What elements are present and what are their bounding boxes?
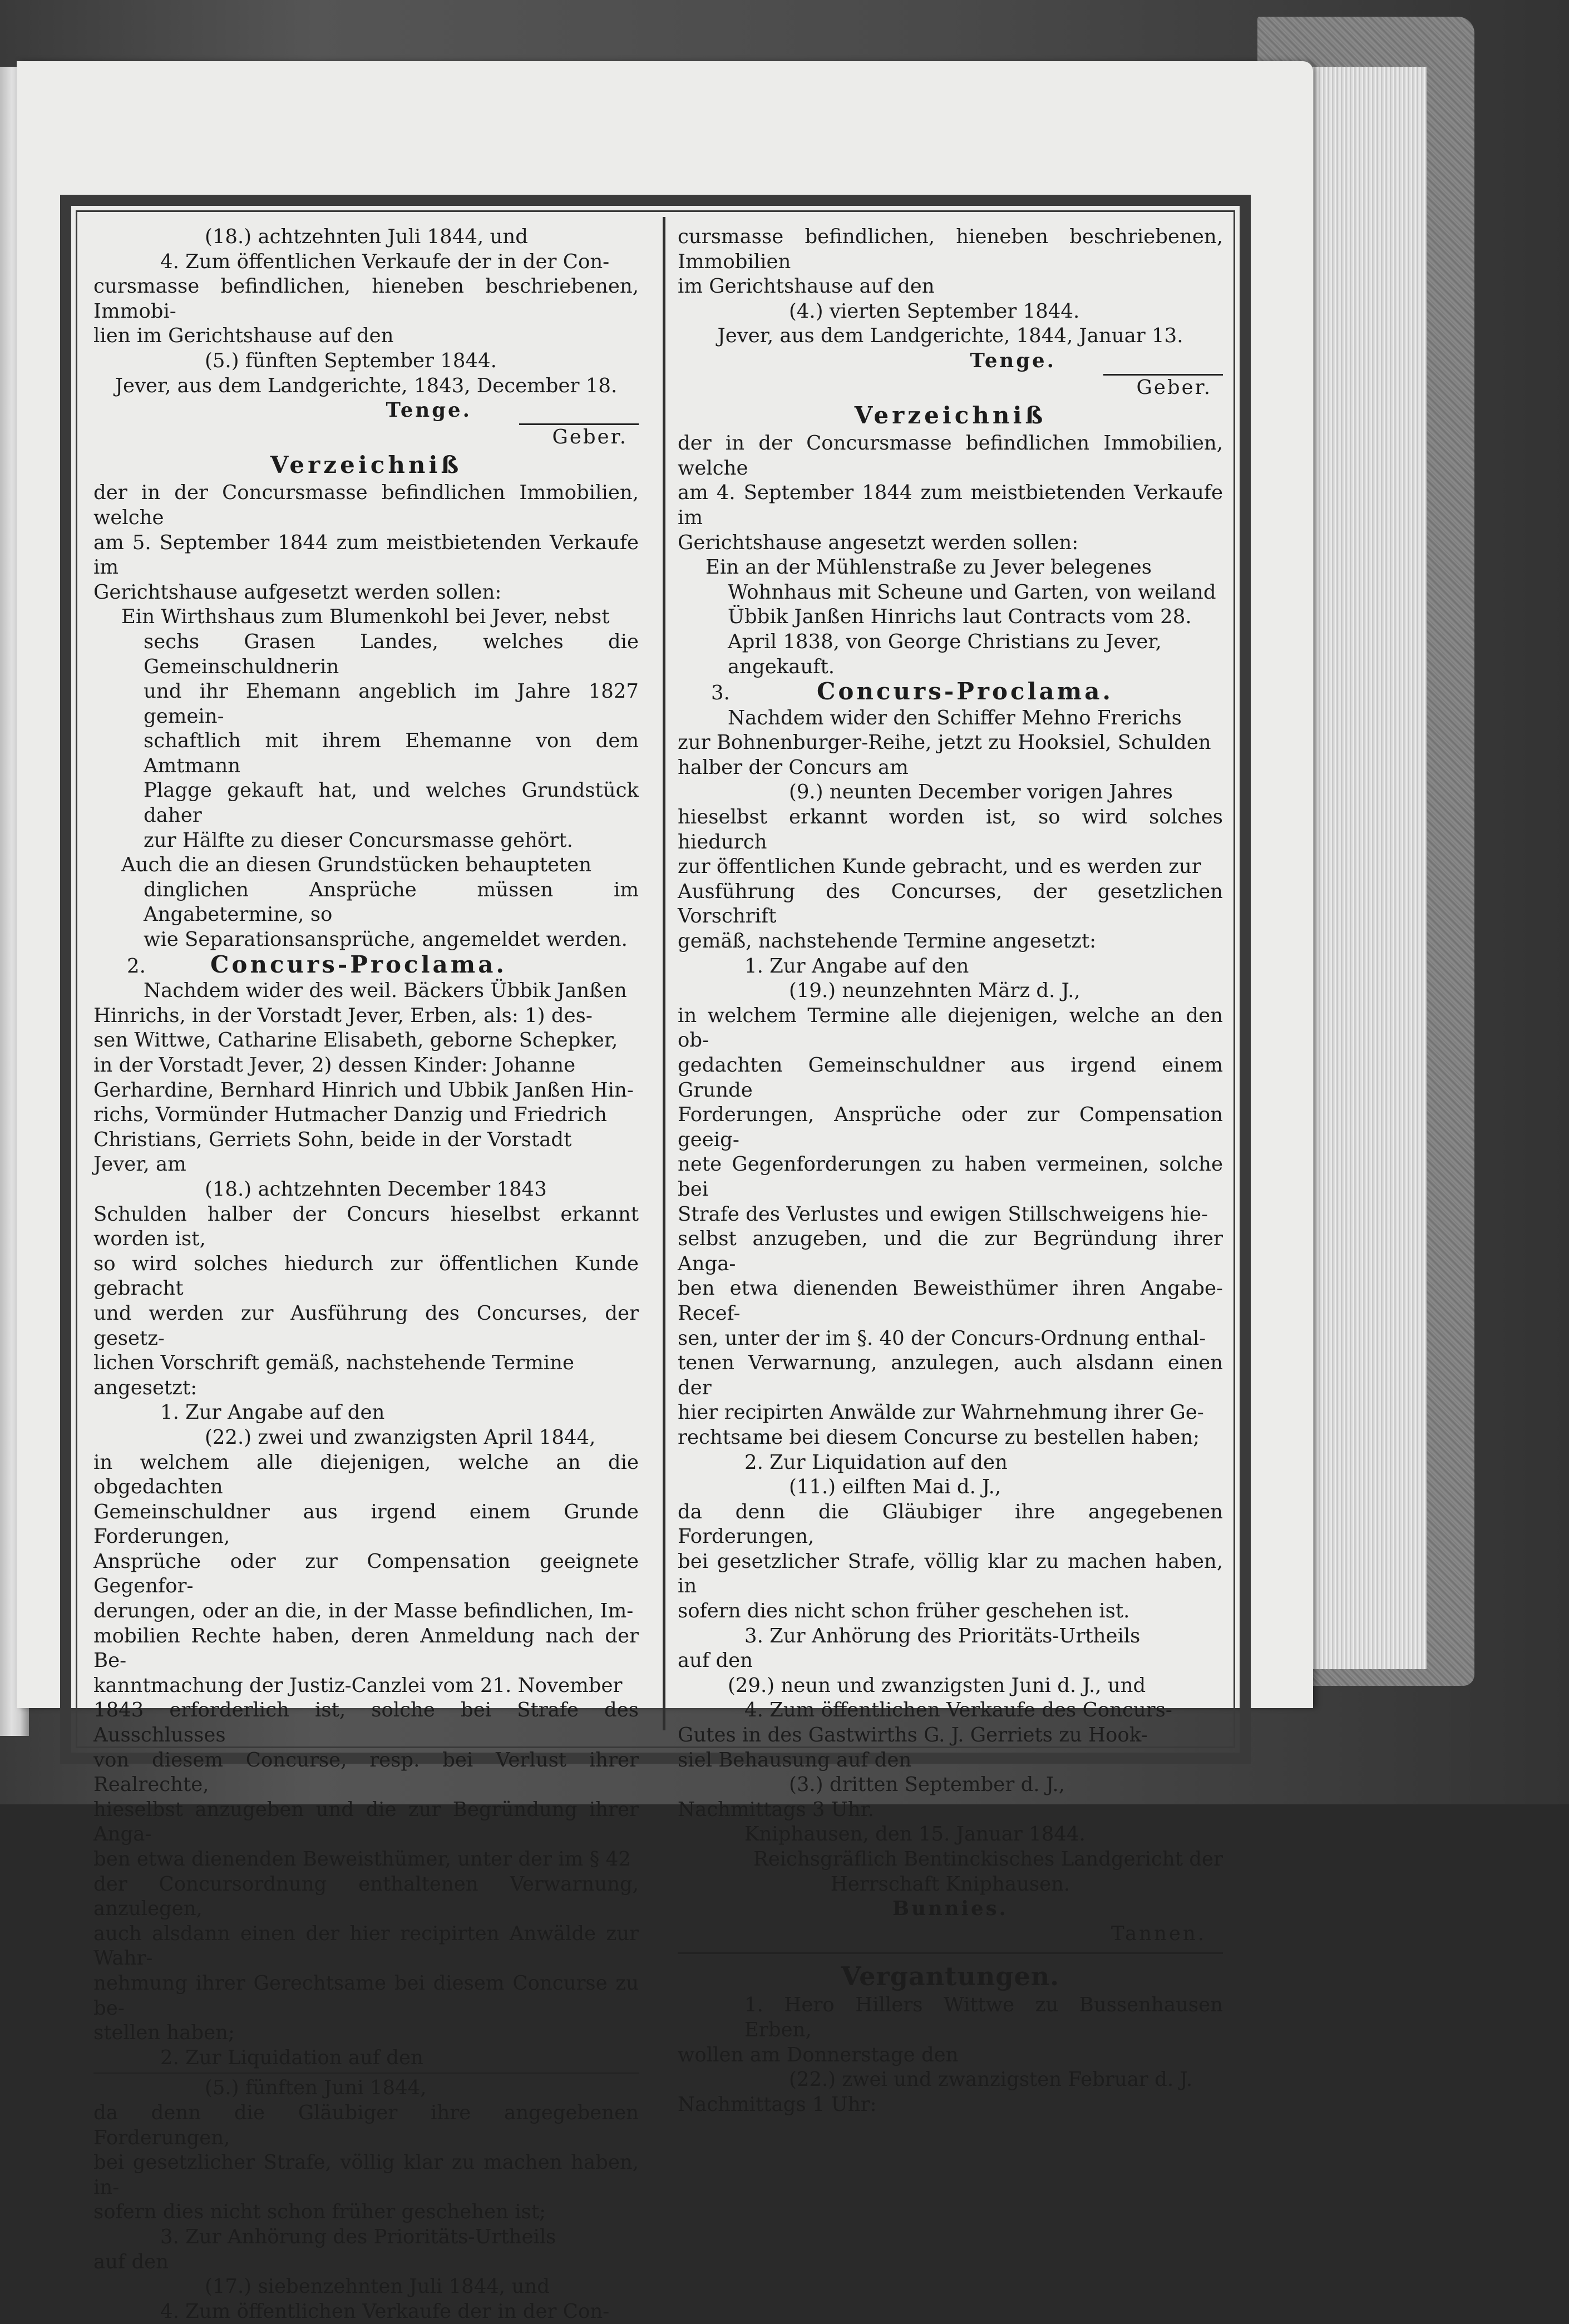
text-line: angekauft. [728, 655, 835, 678]
date-line: Jever, aus dem Landgerichte, 1843, December 18. [115, 374, 618, 397]
date-line: Jever, aus dem Landgerichte, 1844, Januar 13. [717, 324, 1183, 348]
text-line: auch alsdann einen der hier recipirten Anwälde zur Wahr- [93, 1922, 639, 1970]
text-line: 3. Zur Anhörung des Prioritäts-Urtheils [160, 2225, 556, 2248]
text-line: Gemeinschuldner aus irgend einem Grunde Forderungen, [93, 1500, 639, 1548]
right-column [678, 225, 1223, 2116]
signature-tenge: Tenge. [970, 349, 1056, 372]
text-line: Nachdem wider des weil. Bäckers Übbik Janßen [144, 979, 627, 1003]
court-name: Reichsgräflich Bentinckisches Landgericht der [753, 1848, 1223, 1871]
text-line: 4. Zum öffentlichen Verkaufe der in der Con- [160, 250, 610, 273]
paragraph [93, 481, 639, 605]
text-line: Ausführung des Concurses, der gesetzlichen Vorschrift [678, 880, 1223, 928]
text-line: der in der Concursmasse befindlichen Immobilien, welche [678, 432, 1223, 480]
text-line: Gutes in des Gastwirths G. J. Gerriets zu Hook- [678, 1724, 1148, 1747]
text-line: 3. Zur Anhörung des Prioritäts-Urtheils [744, 1624, 1141, 1647]
paragraph [93, 853, 639, 952]
text-line: und ihr Ehemann angeblich im Jahre 1827 gemein- [144, 680, 639, 728]
paragraph [678, 1698, 1223, 1773]
text-line: (11.) eilften Mai d. J., [789, 1476, 1001, 1499]
text-line: sen Wittwe, Catharine Elisabeth, geborne Schepker, [93, 1029, 618, 1052]
text-line: hier recipirten Anwälde zur Wahrnehmung ihrer Ge- [678, 1401, 1204, 1424]
text-line: April 1838, von George Christians zu Jever, [728, 630, 1162, 653]
paragraph [93, 605, 639, 853]
date-line: Kniphausen, den 15. Januar 1844. [744, 1823, 1086, 1846]
text-line: 1843 erforderlich ist, solche bei Strafe des Ausschlusses [93, 1699, 639, 1747]
paragraph [93, 1202, 639, 1401]
text-line: Plagge gekauft hat, und welches Grundstück daher [144, 779, 639, 827]
text-line: Christians, Gerriets Sohn, beide in der Vorstadt [93, 1128, 572, 1151]
text-line: Ein an der Mühlenstraße zu Jever belegenes [705, 556, 1152, 579]
text-line: halber der Concurs am [678, 756, 909, 779]
text-line: (3.) dritten September d. J., [789, 1773, 1065, 1797]
text-line: Strafe des Verlustes und ewigen Stillschweigens hie- [678, 1202, 1208, 1226]
column-divider [663, 217, 665, 1730]
paragraph [678, 431, 1223, 555]
text-line: der in der Concursmasse befindlichen Immobilien, welche [93, 481, 639, 529]
text-line: ben etwa dienenden Beweisthümer, unter der im § 42 [93, 1848, 631, 1871]
text-line: sen, unter der im §. 40 der Concurs-Ordnung enthal- [678, 1326, 1206, 1350]
text-line: 4. Zum öffentlichen Verkaufe des Concurs- [744, 1699, 1172, 1722]
paragraph [678, 225, 1223, 299]
court-name: Herrschaft Kniphausen. [830, 1872, 1070, 1896]
text-line: auf den [678, 1649, 753, 1672]
text-line: 1. Zur Angabe auf den [160, 1401, 385, 1424]
text-line: Hinrichs, in der Vorstadt Jever, Erben, als: 1) des- [93, 1004, 593, 1027]
text-line: Jever, am [93, 1153, 186, 1176]
text-line: (9.) neunten December vorigen Jahres [789, 781, 1173, 804]
text-line: (22.) zwei und zwanzigsten Februar d. J. [789, 2068, 1193, 2091]
text-line: 2. Zur Liquidation auf den [744, 1450, 1008, 1474]
text-line: von diesem Concurse, resp. bei Verlust ihrer Realrechte, [93, 1748, 639, 1797]
text-line: cursmasse befindlichen, hieneben beschriebenen, Immobilien [678, 225, 1223, 273]
text-line: kanntmachung der Justiz-Canzlei vom 21. November [93, 1674, 623, 1697]
text-line: 1. Zur Angabe auf den [744, 954, 969, 978]
text-line: (19.) neunzehnten März d. J., [789, 979, 1080, 1003]
rule [93, 2073, 639, 2074]
text-line: (5.) fünften Juni 1844, [205, 2076, 427, 2100]
text-line: siel Behausung auf den [678, 1748, 912, 1772]
text-line: Forderungen, Ansprüche oder zur Compensation geeig- [678, 1103, 1223, 1151]
text-line: Ansprüche oder zur Compensation geeignete Gegenfor- [93, 1550, 639, 1598]
text-line: ben etwa dienenden Beweisthümer ihren Angabe-Recef- [678, 1277, 1223, 1325]
text-line: zur Bohnenburger-Reihe, jetzt zu Hooksiel, Schulden [678, 731, 1211, 754]
text-line: (4.) vierten September 1844. [789, 299, 1080, 323]
text-line: nehmung ihrer Gerechtsame bei diesem Concurse zu be- [93, 1971, 639, 2020]
section-heading: Vergantungen. [841, 1961, 1060, 1992]
text-line: zur öffentlichen Kunde gebracht, und es werden zur [678, 855, 1201, 879]
text-line: Ein Wirthshaus zum Blumenkohl bei Jever, nebst [121, 605, 610, 629]
text-line: zur Hälfte zu dieser Concursmasse gehört. [144, 828, 573, 852]
text-line: lien im Gerichtshause auf den [93, 324, 394, 348]
text-line: richs, Vormünder Hutmacher Danzig und Friedrich [93, 1103, 607, 1127]
signature-geber-row [93, 423, 639, 450]
text-line: wie Separationsansprüche, angemeldet werden. [144, 928, 628, 951]
section-heading: Verzeichniß [854, 402, 1047, 430]
text-line: 4. Zum öffentlichen Verkaufe der in der Con- [160, 2300, 610, 2323]
text-line: (18.) achtzehnten December 1843 [205, 1177, 547, 1201]
text-line: so wird solches hiedurch zur öffentlichen Kunde gebracht [93, 1252, 639, 1300]
text-line: wollen am Donnerstage den [678, 2043, 959, 2066]
text-line: da denn die Gläubiger ihre angegebenen Forderungen, [93, 2101, 639, 2149]
page-frame [60, 195, 1251, 2323]
paragraph [93, 1450, 639, 2046]
page-stack-edge [1296, 67, 1427, 1669]
paragraph [678, 1993, 1223, 2068]
text-line: gedachten Gemeinschuldner aus irgend einem Grunde [678, 1054, 1223, 1102]
text-line: in der Vorstadt Jever, 2) dessen Kinder: Johanne [93, 1054, 576, 1077]
left-column [93, 225, 639, 2323]
text-line: hieselbst erkannt worden ist, so wird solches hiedurch [678, 806, 1223, 853]
text-line: dinglichen Ansprüche müssen im Angabetermine, so [144, 878, 639, 926]
paragraph [678, 805, 1223, 954]
text-line: 1. Hero Hillers Wittwe zu Bussenhausen Erben, [744, 1994, 1223, 2041]
text-line: Wohnhaus mit Scheune und Garten, von weiland [728, 580, 1216, 604]
section-number: 3. [711, 682, 730, 705]
text-line: sofern dies nicht schon früher geschehen ist; [93, 2200, 546, 2224]
paragraph [678, 555, 1223, 679]
text-line: und werden zur Ausführung des Concurses, der gesetz- [93, 1301, 639, 1350]
text-line: in welchem alle diejenigen, welche an die obgedachten [93, 1450, 639, 1499]
section-heading: Verzeichniß [270, 451, 462, 479]
text-line: in welchem Termine alle diejenigen, welche an den ob- [678, 1004, 1223, 1052]
document-page [17, 61, 1313, 2323]
text-line: bei gesetzlicher Strafe, völlig klar zu machen haben, in [678, 1550, 1223, 1598]
text-line: Nachmittags 3 Uhr. [678, 1798, 874, 1821]
text-line: am 4. September 1844 zum meistbietenden Verkaufe im [678, 481, 1223, 529]
paragraph [93, 979, 639, 1177]
signature-geber: Geber. [1103, 374, 1223, 401]
section-title: Concurs-Proclama. [210, 950, 507, 978]
text-line: bei gesetzlicher Strafe, völlig klar zu machen haben, in- [93, 2151, 639, 2199]
text-line: nete Gegenforderungen zu haben vermeinen, solche bei [678, 1153, 1223, 1201]
section-number: 2. [127, 954, 146, 978]
text-line: (22.) zwei und zwanzigsten April 1844, [205, 1425, 596, 1449]
text-line: derungen, oder an die, in der Masse befindlichen, Im- [93, 1600, 634, 1623]
text-line: der Concursordnung enthaltenen Verwarnung, anzulegen, [93, 1872, 639, 1921]
text-line: Gerichtshause aufgesetzt werden sollen: [93, 580, 502, 604]
text-line: da denn die Gläubiger ihre angegebenen Forderungen, [678, 1500, 1223, 1548]
text-line: (5.) fünften September 1844. [205, 349, 497, 372]
text-line: am 5. September 1844 zum meistbietenden Verkaufe im [93, 531, 639, 579]
signature-bunnies: Bunnies. [892, 1897, 1008, 1921]
text-line: Nachdem wider den Schiffer Mehno Frerichs [728, 706, 1182, 729]
text-line: Gerhardine, Bernhard Hinrich und Ubbik Janßen Hin- [93, 1078, 634, 1102]
text-line: Gerichtshause angesetzt werden sollen: [678, 531, 1079, 554]
text-line: mobilien Rechte haben, deren Anmeldung nach der Be- [93, 1624, 639, 1672]
text-line: selbst anzugeben, und die zur Begründung ihrer Anga- [678, 1227, 1223, 1275]
text-line: im Gerichtshause auf den [678, 275, 935, 298]
section-title-row [93, 950, 639, 979]
text-line: (29.) neun und zwanzigsten Juni d. J., und [728, 1674, 1146, 1697]
text-line: Schulden halber der Concurs hieselbst erkannt worden ist, [93, 1202, 639, 1251]
signature-geber: Geber. [519, 423, 639, 450]
text-line: hieselbst anzugeben und die zur Begründung ihrer Anga- [93, 1798, 639, 1846]
paragraph [93, 2101, 639, 2225]
paragraph [678, 1500, 1223, 1624]
text-line: tenen Verwarnung, anzulegen, auch alsdann einen der [678, 1351, 1223, 1399]
text-line: (18.) achtzehnten Juli 1844, und [205, 225, 528, 248]
text-line: lichen Vorschrift gemäß, nachstehende Termine angesetzt: [93, 1351, 574, 1399]
paragraph [678, 1004, 1223, 1450]
text-line: auf den [93, 2250, 169, 2273]
text-line: cursmasse befindlichen, hieneben beschriebenen, Immobi- [93, 275, 639, 323]
text-line: stellen haben; [93, 2021, 235, 2045]
text-line: sofern dies nicht schon früher geschehen ist. [678, 1600, 1130, 1623]
section-rule [678, 1952, 1223, 1954]
text-line: (17.) siebenzehnten Juli 1844, und [205, 2275, 550, 2298]
text-line: sechs Grasen Landes, welches die Gemeinschuldnerin [144, 630, 639, 678]
text-line: gemäß, nachstehende Termine angesetzt: [678, 930, 1097, 953]
text-line: 2. Zur Liquidation auf den [160, 2046, 423, 2069]
text-line: schaftlich mit ihrem Ehemanne von dem Amtmann [144, 729, 639, 777]
paragraph [93, 2225, 639, 2274]
text-line: rechtsame bei diesem Concurse zu bestellen haben; [678, 1425, 1200, 1449]
section-title-row [678, 679, 1223, 706]
text-line: Auch die an diesen Grundstücken behaupteten [121, 853, 592, 877]
section-title: Concurs-Proclama. [817, 678, 1114, 705]
text-line: Übbik Janßen Hinrichs laut Contracts vom 28. [728, 605, 1192, 629]
paragraph [678, 1624, 1223, 1674]
signature-geber-row [678, 374, 1223, 401]
signature-tannen: Tannen. [1111, 1922, 1206, 1945]
text-line: Nachmittags 1 Uhr: [678, 2093, 877, 2116]
paragraph [678, 706, 1223, 781]
signature-tenge: Tenge. [386, 399, 472, 422]
